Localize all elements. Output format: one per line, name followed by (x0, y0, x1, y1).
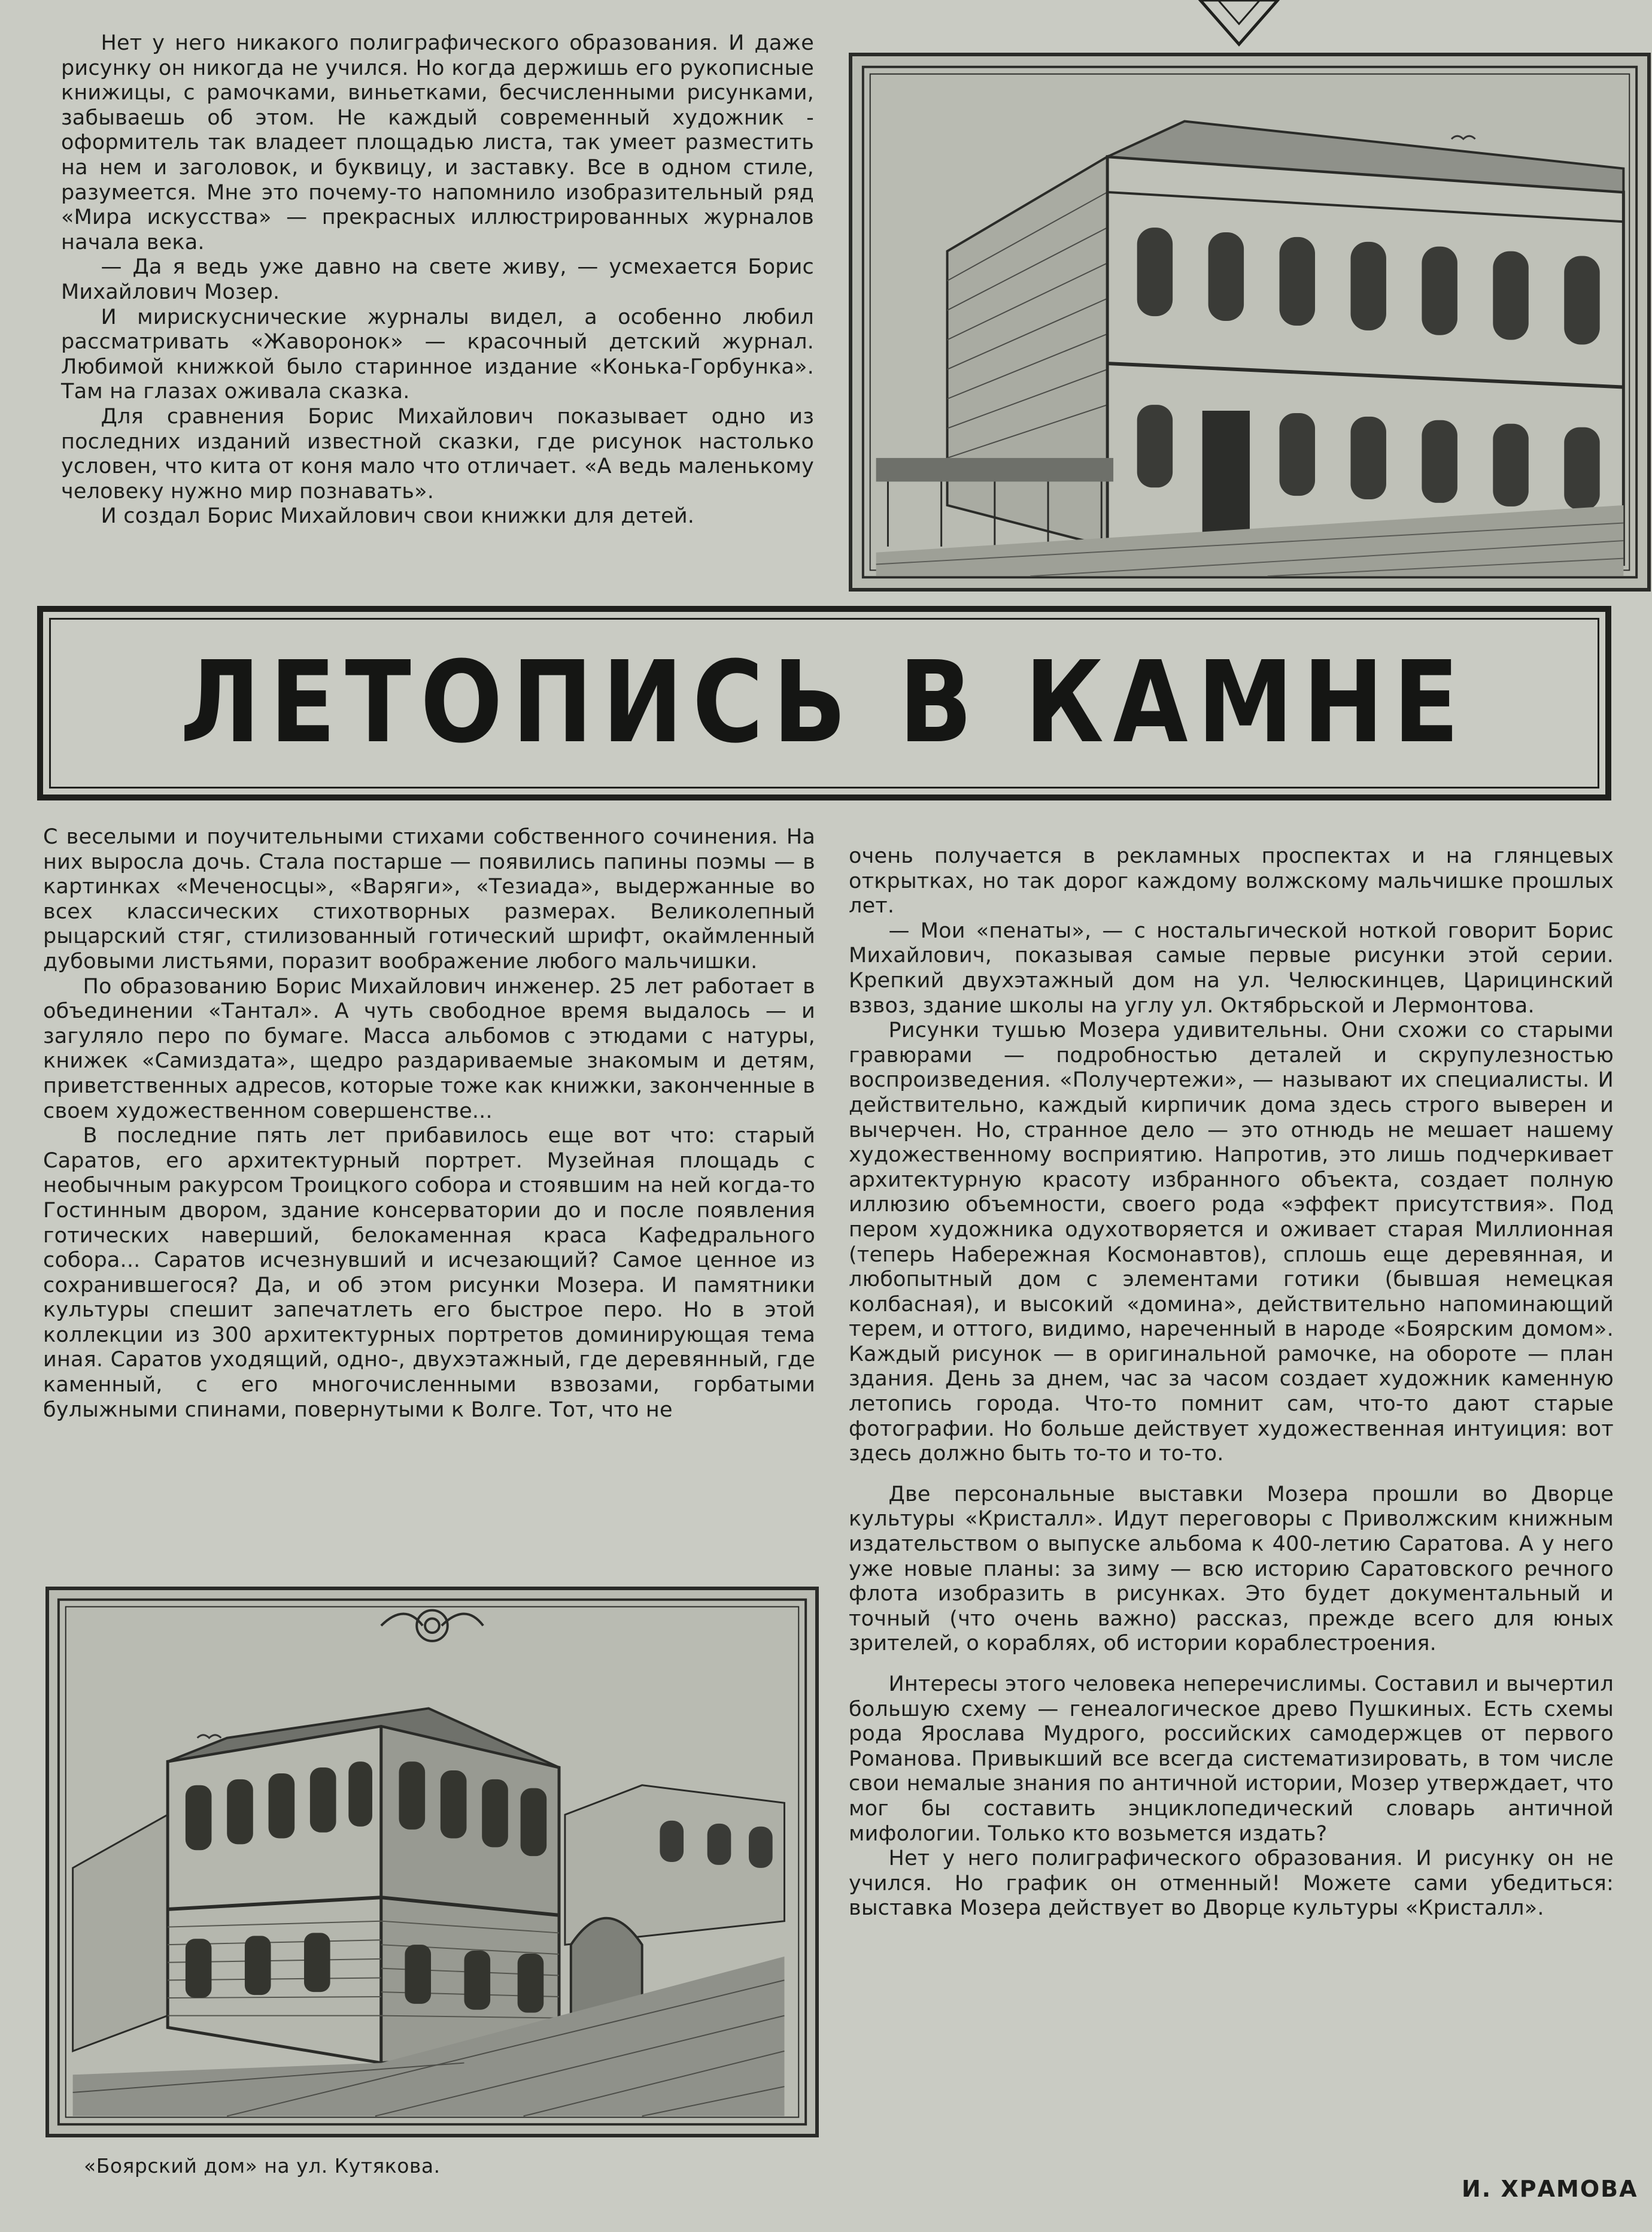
paragraph: Для сравнения Борис Михайлович показывает одно из последних изданий известной сказки, где рисунок настолько условен, что кита от коня мало что отличает. «А ведь маленькому человеку нужно мир познавать». (61, 404, 814, 504)
left-text-column (43, 825, 815, 1423)
paragraph: — Мои «пенаты», — с ностальгической ноткой говорит Борис Михайлович, показывая самые первые рисунки этой серии. Крепкий двухэтажный дом на ул. Челюскинцев, Царицинский взвоз, здание школы на углу ул. Октябрьской и Лермонтова. (849, 918, 1614, 1018)
boyar-house-illustration (45, 1587, 819, 2137)
diamond-ornament-icon (1194, 0, 1284, 47)
illustration-caption: «Боярский дом» на ул. Кутякова. (84, 2154, 441, 2178)
paragraph: Интересы этого человека неперечислимы. Составил и вычертил большую схему — генеалогическое древо Пушкиных. Есть схемы рода Ярослава Мудрого, российских самодержцев от первого Романова. Привыкший все всегда систематизировать, в том числе свои немалые знания по античной истории, Мозер утверждает, что мог бы составить энциклопедический словарь античной мифологии. Только кто возьмется издать? (849, 1672, 1614, 1846)
paragraph: очень получается в рекламных проспектах и на глянцевых открытках, но так дорог каждому волжскому мальчишке прошлых лет. (849, 844, 1614, 918)
paragraph: Две персональные выставки Мозера прошли во Дворце культуры «Кристалл». Идут переговоры с Приволжским книжным издательством о выпуске альбома к 400-летию Саратова. А у него уже новые планы: за зиму — всю историю Саратовского речного флота изобразить в рисунках. Это будет документальный и точный (что очень важно) рассказ, прежде всего для юных зрителей, о кораблях, об истории кораблестроения. (849, 1482, 1614, 1656)
author-signature: И. ХРАМОВА (1462, 2176, 1638, 2202)
paragraph: Нет у него полиграфического образования. И рисунку он не учился. Но график он отменный! Можете сами убедиться: выставка Мозера действует во Дворце культуры «Кристалл». (849, 1846, 1614, 1921)
paragraph: С веселыми и поучительными стихами собственного сочинения. На них выросла дочь. Стала постарше — появились папины поэмы — в картинках «Меченосцы», «Варяги», «Тезиада», выдержанные во всех классических стихотворных размерах. Великолепный рыцарский стяг, стилизованный готический шрифт, окаймленный дубовыми листьями, поразит воображение любого мальчишки. (43, 825, 815, 974)
headline-frame (37, 606, 1611, 800)
paragraph: Рисунки тушью Мозера удивительны. Они схожи со старыми гравюрами — подробностью деталей и скрупулезностью воспроизведения. «Получертежи», — называют их специалисты. И действительно, каждый кирпичик дома здесь строго выверен и вычерчен. Но, странное дело — это отнюдь не мешает нашему художественному восприятию. Напротив, это лишь подчеркивает архитектурную красоту избранного объекта, создает полную иллюзию объемности, своего рода «эффект присутствия». Под пером художника одухотворяется и оживает старая Миллионная (теперь Набережная Космонавтов), сплошь еще деревянная, и любопытный дом с элементами готики (бывшая немецкая колбасная), и высокий «домина», действительно напоминающий терем, и оттого, видимо, нареченный в народе «Боярским домом». Каждый рисунок — в оригинальной рамочке, на обороте — план здания. День за днем, час за часом создает художник каменную летопись города. Что-то помнит сам, что-то дают старые фотографии. Но больше действует художественная интуиция: вот здесь должно быть то-то и то-то. (849, 1018, 1614, 1466)
paragraph: По образованию Борис Михайлович инженер. 25 лет работает в объединении «Тантал». А чуть свободное время выдалось — и загуляло перо по бумаге. Масса альбомов с этюдами с натуры, книжек «Самиздата», щедро раздариваемые знакомым и детям, приветственных адресов, которые тоже как книжки, законченные в своем художественном совершенстве... (43, 974, 815, 1123)
paragraph: В последние пять лет прибавилось еще вот что: старый Саратов, его архитектурный портрет. Музейная площадь с необычным ракурсом Троицкого собора и стоявшим на ней когда-то Гостинным двором, здание консерватории до и после появления готических наверший, белокаменная краса Кафедрального собора... Саратов исчезнувший и исчезающий? Самое ценное из сохранившегося? Да, и об этом рисунки Мозера. И памятники культуры спешит запечатлеть его быстрое перо. Но в этой коллекции из 300 архитектурных портретов доминирующая тема иная. Саратов уходящий, одно-, двухэтажный, где деревянный, где каменный, с его многочисленными взвозами, горбатыми булыжными спинами, повернутыми к Волге. Тот, что не (43, 1124, 815, 1422)
mansion-illustration (849, 53, 1651, 592)
paragraph: И мирискуснические журналы видел, а особенно любил рассматривать «Жаворонок» — красочный детский журнал. Любимой книжкой было старинное издание «Конька-Горбунка». Там на глазах оживала сказка. (61, 305, 814, 404)
right-text-column (849, 844, 1614, 1921)
paragraph: — Да я ведь уже давно на свете живу, — усмехается Борис Михайлович Мозер. (61, 255, 814, 304)
paragraph: И создал Борис Михайлович свои книжки для детей. (101, 504, 695, 529)
paragraph: Нет у него никакого полиграфического образования. И даже рисунку он никогда не учился. Но когда держишь его рукописные книжицы, с рамочками, виньетками, бесчисленными рисунками, забываешь об этом. Не каждый современный художник - оформитель так владеет площадью листа, так умеет разместить на нем и заголовок, и буквицу, и заставку. Все в одном стиле, разумеется. Мне это почему-то напомнило изобразительный ряд «Мира искусства» — прекрасных иллюстрированных журналов начала века. (61, 31, 814, 254)
top-text-column (61, 31, 814, 529)
headline: ЛЕТОПИСЬ В КАМНЕ (180, 637, 1469, 768)
